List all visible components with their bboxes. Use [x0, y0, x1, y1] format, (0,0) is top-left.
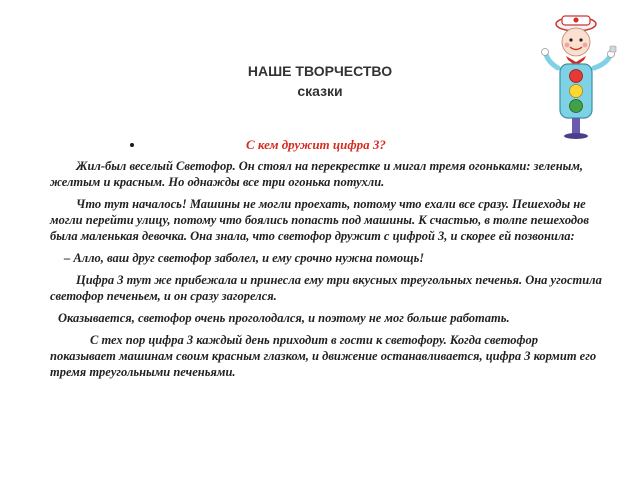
traffic-light-character-icon	[526, 10, 622, 140]
story-heading: С кем дружит цифра 3?	[246, 137, 386, 152]
page-subtitle: сказки	[297, 83, 343, 99]
story-paragraph: Оказывается, светофор очень проголодался, и поэтому не мог больше работать.	[58, 311, 510, 325]
story-paragraph: Жил-был веселый Светофор. Он стоял на перекрестке и мигал тремя огоньками: зеленым, желтым и красным. Но однажды все три огонька потухли.	[50, 159, 584, 189]
story-heading-row	[130, 137, 530, 155]
page-title: НАШЕ ТВОРЧЕСТВО	[247, 63, 393, 79]
story-paragraph: Что тут началось! Машины не могли проехать, потому что ехали все сразу. Пешеходы не могли перейти улицу, потому что боялись попасть под машины. К счастью, в толпе пешеходов была маленькая девочка. Она знала, что светофор дружит с цифрой 3, и скорее ей позвонила:	[50, 197, 589, 243]
bullet-icon	[130, 143, 134, 147]
story-body	[50, 158, 606, 386]
traffic-light-character-svg	[526, 10, 622, 140]
story-paragraph: – Алло, ваш друг светофор заболел, и ему срочно нужна помощь!	[64, 251, 425, 265]
story-paragraph: Цифра 3 тут же прибежала и принесла ему три вкусных треугольных печенья. Она угостила светофор печеньем, и он сразу загорелся.	[50, 273, 602, 303]
story-paragraph: С тех пор цифра 3 каждый день приходит в гости к светофору. Когда светофор показывает машинам своим красным глазком, и движение останавливается, цифра 3 кормит его тремя треугольными печеньями.	[50, 333, 597, 379]
